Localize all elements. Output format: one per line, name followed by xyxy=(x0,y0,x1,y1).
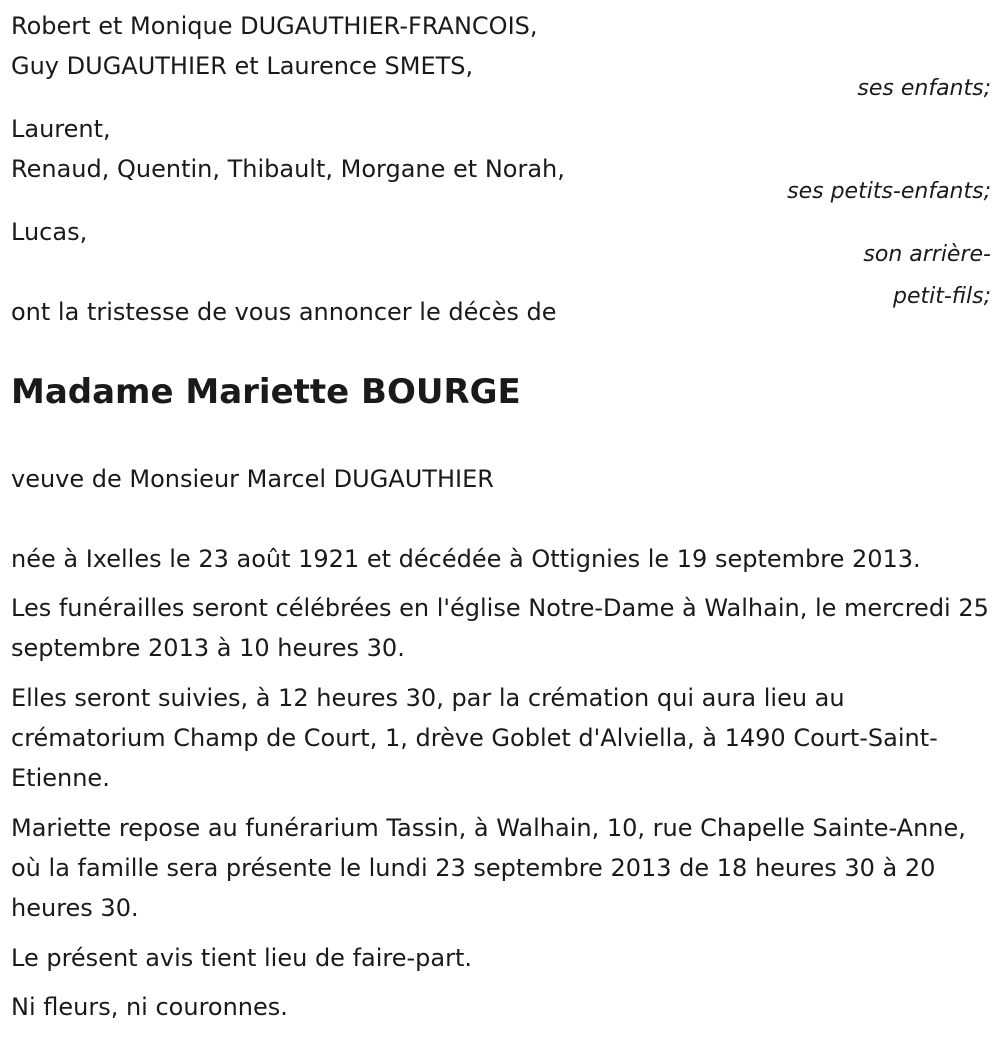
notice-paragraph: Le présent avis tient lieu de faire-part. xyxy=(11,944,473,972)
great-grandchildren-role-line-2: petit-fils; xyxy=(892,284,991,309)
grandchildren-line-1: Laurent, xyxy=(11,115,111,143)
birth-death-paragraph: née à Ixelles le 23 août 1921 et décédée à Ottignies le 19 septembre 2013. xyxy=(11,545,921,573)
children-line-2: Guy DUGAUTHIER et Laurence SMETS, xyxy=(11,52,474,80)
children-line-1: Robert et Monique DUGAUTHIER-FRANCOIS, xyxy=(11,12,538,40)
great-grandchildren-line: Lucas, xyxy=(11,218,88,246)
funeral-paragraph: Les funérailles seront célébrées en l'église Notre-Dame à Walhain, le mercredi 25 septembre 2013 à 10 heures 30. xyxy=(11,594,989,662)
children-role: ses enfants; xyxy=(857,76,991,101)
funerarium-paragraph: Mariette repose au funérarium Tassin, à Walhain, 10, rue Chapelle Sainte-Anne, où la famille sera présente le lundi 23 septembre 2013 de 18 heures 30 à 20 heures 30. xyxy=(11,814,966,922)
grandchildren-role: ses petits-enfants; xyxy=(787,179,991,204)
announcement-text: ont la tristesse de vous annoncer le décès de xyxy=(11,298,557,326)
deceased-name: Madame Mariette BOURGE xyxy=(11,372,521,412)
grandchildren-line-2: Renaud, Quentin, Thibault, Morgane et Norah, xyxy=(11,155,565,183)
flowers-paragraph: Ni fleurs, ni couronnes. xyxy=(11,993,288,1021)
great-grandchildren-role-line-1: son arrière- xyxy=(863,242,991,267)
cremation-paragraph: Elles seront suivies, à 12 heures 30, par la crémation qui aura lieu au crématorium Champ de Court, 1, drève Goblet d'Alviella, à 1490 Court-Saint-Etienne. xyxy=(11,684,938,792)
widow-of-text: veuve de Monsieur Marcel DUGAUTHIER xyxy=(11,465,494,493)
